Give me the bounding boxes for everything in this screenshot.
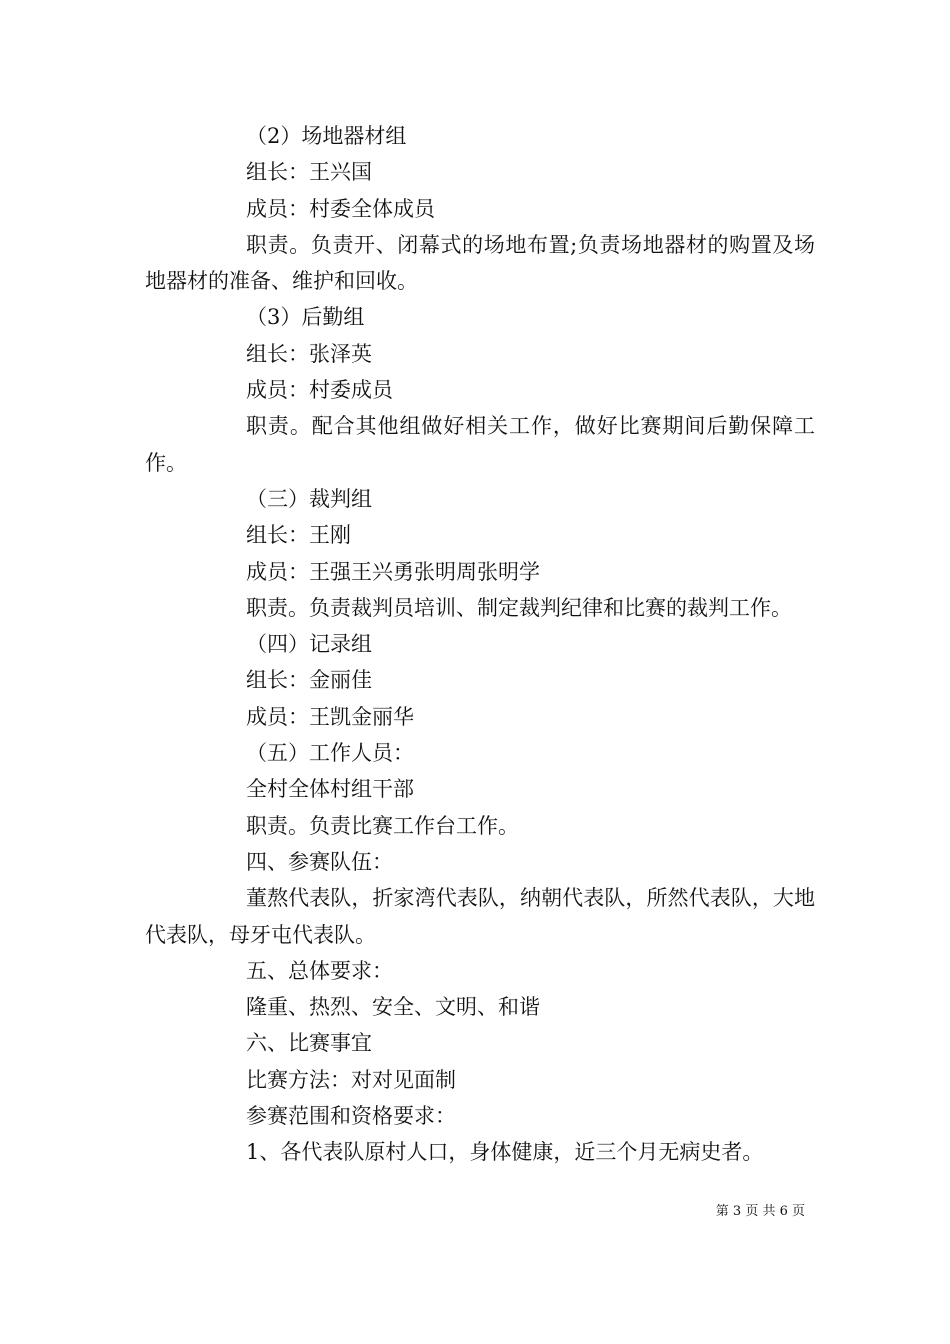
section-heading-referee: （三）裁判组 [246, 486, 372, 511]
venue-leader: 组长：王兴国 [246, 160, 372, 185]
staff-members: 全村全体村组干部 [246, 777, 414, 802]
section-heading-requirements: 五、总体要求： [246, 958, 393, 983]
section-heading-records: （四）记录组 [246, 632, 372, 657]
venue-members: 成员：村委全体成员 [246, 196, 435, 221]
section-heading-logistics: （3）后勤组 [246, 305, 365, 330]
referee-duties: 职责。负责裁判员培训、制定裁判纪律和比赛的裁判工作。 [246, 595, 792, 620]
section-heading-staff: （五）工作人员： [246, 741, 414, 766]
eligibility-heading: 参赛范围和资格要求： [246, 1104, 456, 1129]
section-heading-teams: 四、参赛队伍： [246, 849, 393, 874]
referee-leader: 组长：王刚 [246, 523, 351, 548]
logistics-duties: 职责。配合其他组做好相关工作，做好比赛期间后勤保障工作。 [145, 414, 815, 475]
eligibility-item-1: 1、各代表队原村人口，身体健康，近三个月无病史者。 [246, 1140, 764, 1165]
page-number-footer: 第 3 页 共 6 页 [715, 1204, 805, 1219]
document-body [145, 118, 815, 1171]
logistics-members: 成员：村委成员 [246, 378, 393, 403]
section-heading-match-matters: 六、比赛事宜 [246, 1031, 372, 1056]
logistics-leader: 组长：张泽英 [246, 341, 372, 366]
teams-list: 董熬代表队，折家湾代表队，纳朝代表队，所然代表队，大地代表队，母牙屯代表队。 [145, 886, 815, 947]
match-method: 比赛方法：对对见面制 [246, 1067, 456, 1092]
section-heading-venue-equipment: （2）场地器材组 [246, 124, 407, 148]
referee-members: 成员：王强王兴勇张明周张明学 [246, 559, 540, 584]
venue-duties: 职责。负责开、闭幕式的场地布置;负责场地器材的购置及场地器材的准备、维护和回收。 [145, 232, 815, 294]
requirements-text: 隆重、热烈、安全、文明、和谐 [246, 995, 540, 1020]
records-members: 成员：王凯金丽华 [246, 704, 414, 729]
staff-duties: 职责。负责比赛工作台工作。 [246, 813, 519, 838]
records-leader: 组长：金丽佳 [246, 668, 372, 693]
